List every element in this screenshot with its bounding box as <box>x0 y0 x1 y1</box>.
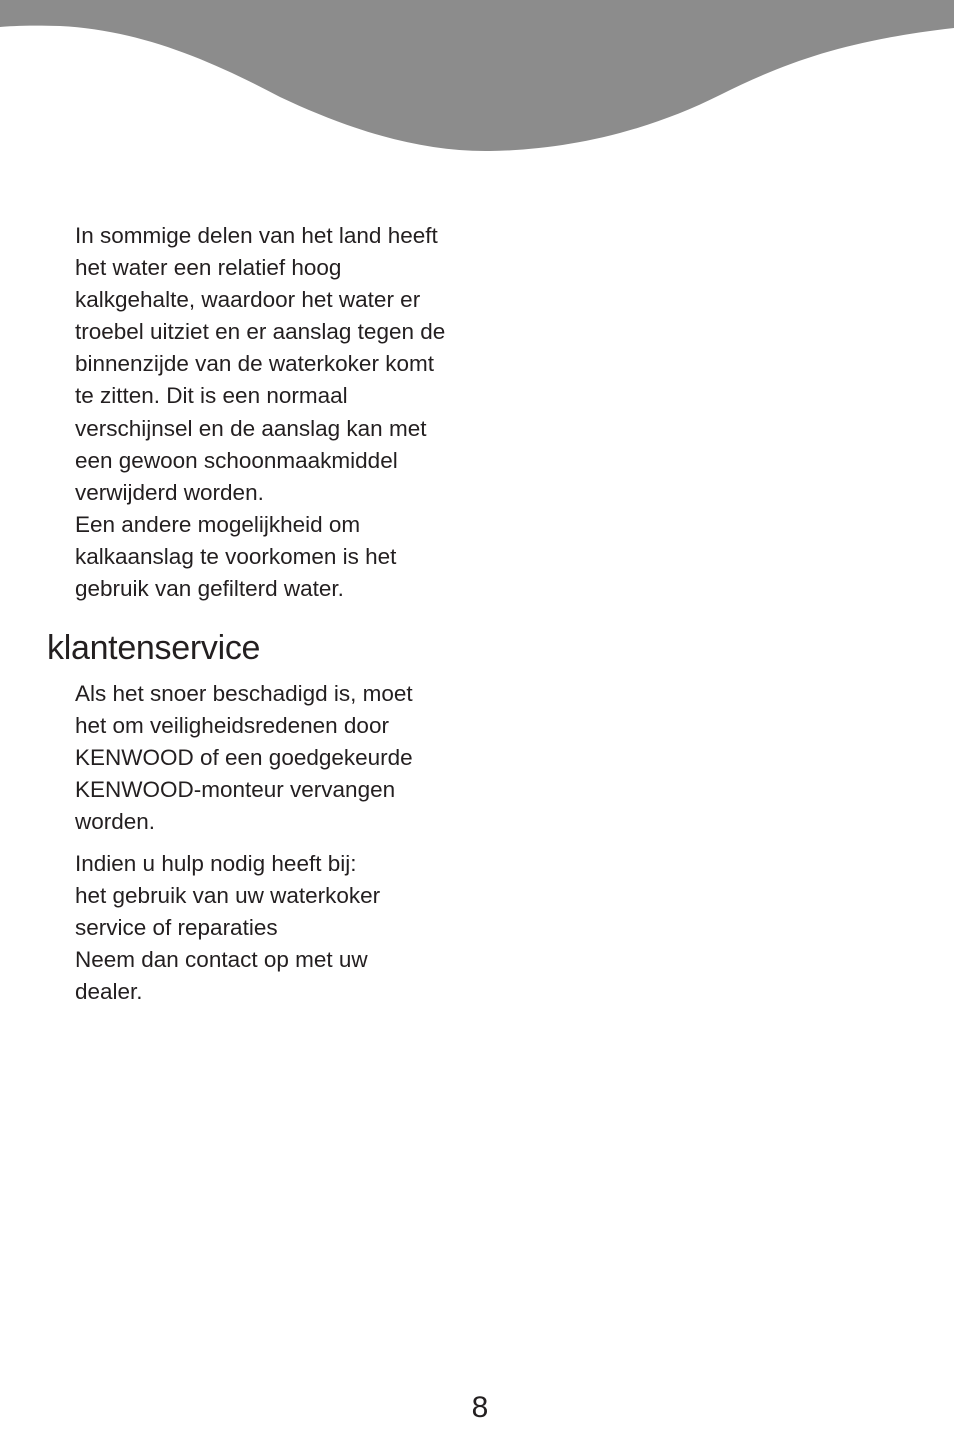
page-number: 8 <box>471 1391 489 1424</box>
limescale-paragraph: In sommige delen van het land heeft het water een relatief hoog kalkgehalte, waardoor het water er troebel uitziet en er aanslag tegen de binnenzijde van de waterkoker komt te zitten. Dit is een normaal verschijnsel en de aanslag kan met een gewoon schoonmaakmiddel verwijderd worden. Een andere mogelijkheid om kalkaanslag te voorkomen is het gebruik van gefilterd water. <box>75 223 446 602</box>
help-contact-paragraph: Indien u hulp nodig heeft bij: het gebruik van uw waterkoker service of reparaties Neem dan contact op met uw dealer. <box>75 851 381 1005</box>
section-heading-customer-service: klantenservice <box>47 629 261 667</box>
header-wave-shape <box>0 0 954 151</box>
header-wave-decoration <box>0 0 954 160</box>
cord-replacement-paragraph: Als het snoer beschadigd is, moet het om veiligheidsredenen door KENWOOD of een goedgekeurde KENWOOD-monteur vervangen worden. <box>75 681 413 835</box>
